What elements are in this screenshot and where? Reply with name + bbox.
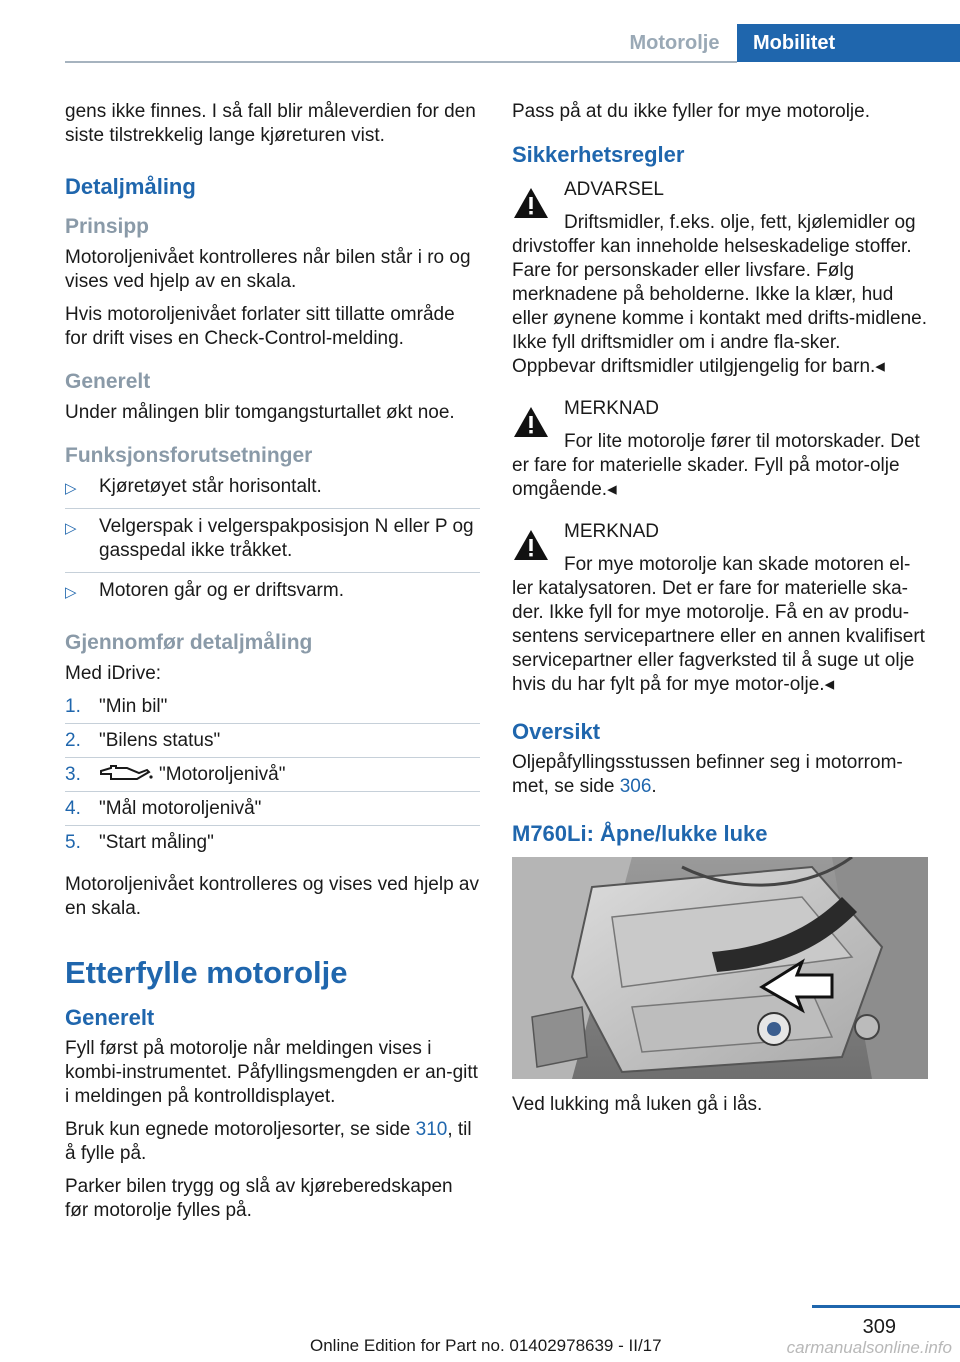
- heading-generelt-2: Generelt: [65, 1005, 155, 1030]
- triangle-bullet-icon: ▷: [65, 584, 77, 601]
- list-item: 2. "Bilens status": [65, 729, 480, 758]
- prinsipp-paragraph-1: Motoroljenivået kontrolleres når bilen står i ro og vises ved hjelp av en skala.: [65, 247, 471, 292]
- triangle-bullet-icon: ▷: [65, 520, 77, 537]
- list-item: ▷ Motoren går og er driftsvarm.: [65, 579, 480, 612]
- heading-detaljmaling: Detaljmåling: [65, 174, 196, 199]
- generelt-paragraph: Under målingen blir tomgangsturtallet økt noe.: [65, 402, 455, 423]
- fyll-paragraph: Fyll først på motorolje når meldingen vises i kombi-instrumentet. Påfyllingsmengden er an-gitt i meldingen på kontrolldisplayet.: [65, 1038, 478, 1107]
- list-item: ▷ Velgerspak i velgerspakposisjon N eller P og gasspedal ikke tråkket.: [65, 515, 480, 573]
- page-header: [0, 0, 960, 62]
- warning-triangle-icon: [512, 405, 550, 439]
- prinsipp-paragraph-2: Hvis motoroljenivået forlater sitt tillatte område for drift vises en Check-Control-melding.: [65, 304, 455, 349]
- heading-generelt: Generelt: [65, 370, 151, 393]
- idrive-paragraph: Med iDrive:: [65, 663, 162, 684]
- warning-block: ADVARSEL Driftsmidler, f.eks. olje, fett, kjølemidler og drivstoffer kan inneholde helseskadelige stoffer. Fare for personskader eller livsfare. Følg merknadene på beholderne. Ikke la klær, hud eller øynene komme i kontakt med drifts-midlene. Ikke fyll driftsmidler om i andre fla-sker. Oppbevar driftsmidler utilgjengelig for barn.◂: [512, 179, 927, 377]
- footer-accent-line: [812, 1305, 960, 1308]
- engine-bay-image: [512, 857, 928, 1079]
- list-item: ▷ Kjøretøyet står horisontalt.: [65, 475, 480, 509]
- heading-m760li: M760Li: Åpne/lukke luke: [512, 821, 768, 846]
- heading-gjennomfor: Gjennomfør detaljmåling: [65, 631, 313, 654]
- lukking-paragraph: Ved lukking må luken gå i lås.: [512, 1094, 763, 1115]
- list-item: 3. "Motoroljenivå": [65, 763, 480, 792]
- left-column: [65, 100, 480, 1232]
- pass-paragraph: Pass på at du ikke fyller for mye motorolje.: [512, 101, 870, 122]
- list-item: 5. "Start måling": [65, 832, 214, 853]
- steps-list: [65, 695, 480, 859]
- oversikt-paragraph: Oljepåfyllingsstussen befinner seg i motorrom-met, se side 306.: [512, 752, 903, 797]
- heading-prinsipp: Prinsipp: [65, 215, 150, 238]
- right-column: [512, 100, 928, 1126]
- intro-paragraph: gens ikke finnes. I så fall blir måleverdien for den siste tilstrekkelig lange kjøreturen vist.: [65, 101, 476, 146]
- heading-funksjonsforutsetninger: Funksjonsforutsetninger: [65, 444, 313, 467]
- header-chapter-mobilitet: Mobilitet: [737, 24, 960, 62]
- oil-can-icon: [99, 764, 153, 782]
- edition-note: Online Edition for Part no. 01402978639 - II/17: [310, 1336, 662, 1355]
- after-steps-paragraph: Motoroljenivået kontrolleres og vises ved hjelp av en skala.: [65, 874, 479, 919]
- page-number: 309: [862, 1316, 896, 1338]
- heading-etterfylle: Etterfylle motorolje: [65, 955, 348, 990]
- notice-block: MERKNAD For lite motorolje fører til motorskader. Det er fare for materielle skader. Fyll på motor-olje omgående.◂: [512, 397, 928, 502]
- parker-paragraph: Parker bilen trygg og slå av kjøreberedskapen før motorolje fylles på.: [65, 1176, 453, 1221]
- heading-sikkerhetsregler: Sikkerhetsregler: [512, 142, 685, 167]
- list-item: 4. "Mål motoroljenivå": [65, 797, 480, 826]
- notice-block: MERKNAD For mye motorolje kan skade motoren el- ler katalysatoren. Det er fare for materielle ska-der. Ikke fyll for mye motorolje. Få en av produ-sentens servicepartnere eller en annen kvalifisert servicepartner eller fagverksted til å suge ut olje hvis du har fylt på for mye motor-olje.◂: [512, 520, 928, 697]
- requirements-list: [65, 475, 480, 612]
- bruk-paragraph: Bruk kun egnede motoroljesorter, se side 310, til å fylle på.: [65, 1119, 472, 1164]
- page-link-306[interactable]: 306: [619, 776, 652, 797]
- heading-oversikt: Oversikt: [512, 719, 601, 744]
- list-item: 1. "Min bil": [65, 695, 480, 724]
- watermark: carmanualsonline.info: [786, 1338, 952, 1357]
- header-rule: [65, 61, 737, 63]
- notice-title: MERKNAD: [564, 521, 660, 542]
- notice-title: MERKNAD: [564, 398, 660, 419]
- warning-title: ADVARSEL: [564, 179, 664, 200]
- warning-triangle-icon: [512, 528, 550, 562]
- page-link-310[interactable]: 310: [415, 1119, 448, 1140]
- warning-triangle-icon: [512, 186, 550, 220]
- header-section-motorolje: Motorolje: [629, 32, 720, 54]
- triangle-bullet-icon: ▷: [65, 480, 77, 497]
